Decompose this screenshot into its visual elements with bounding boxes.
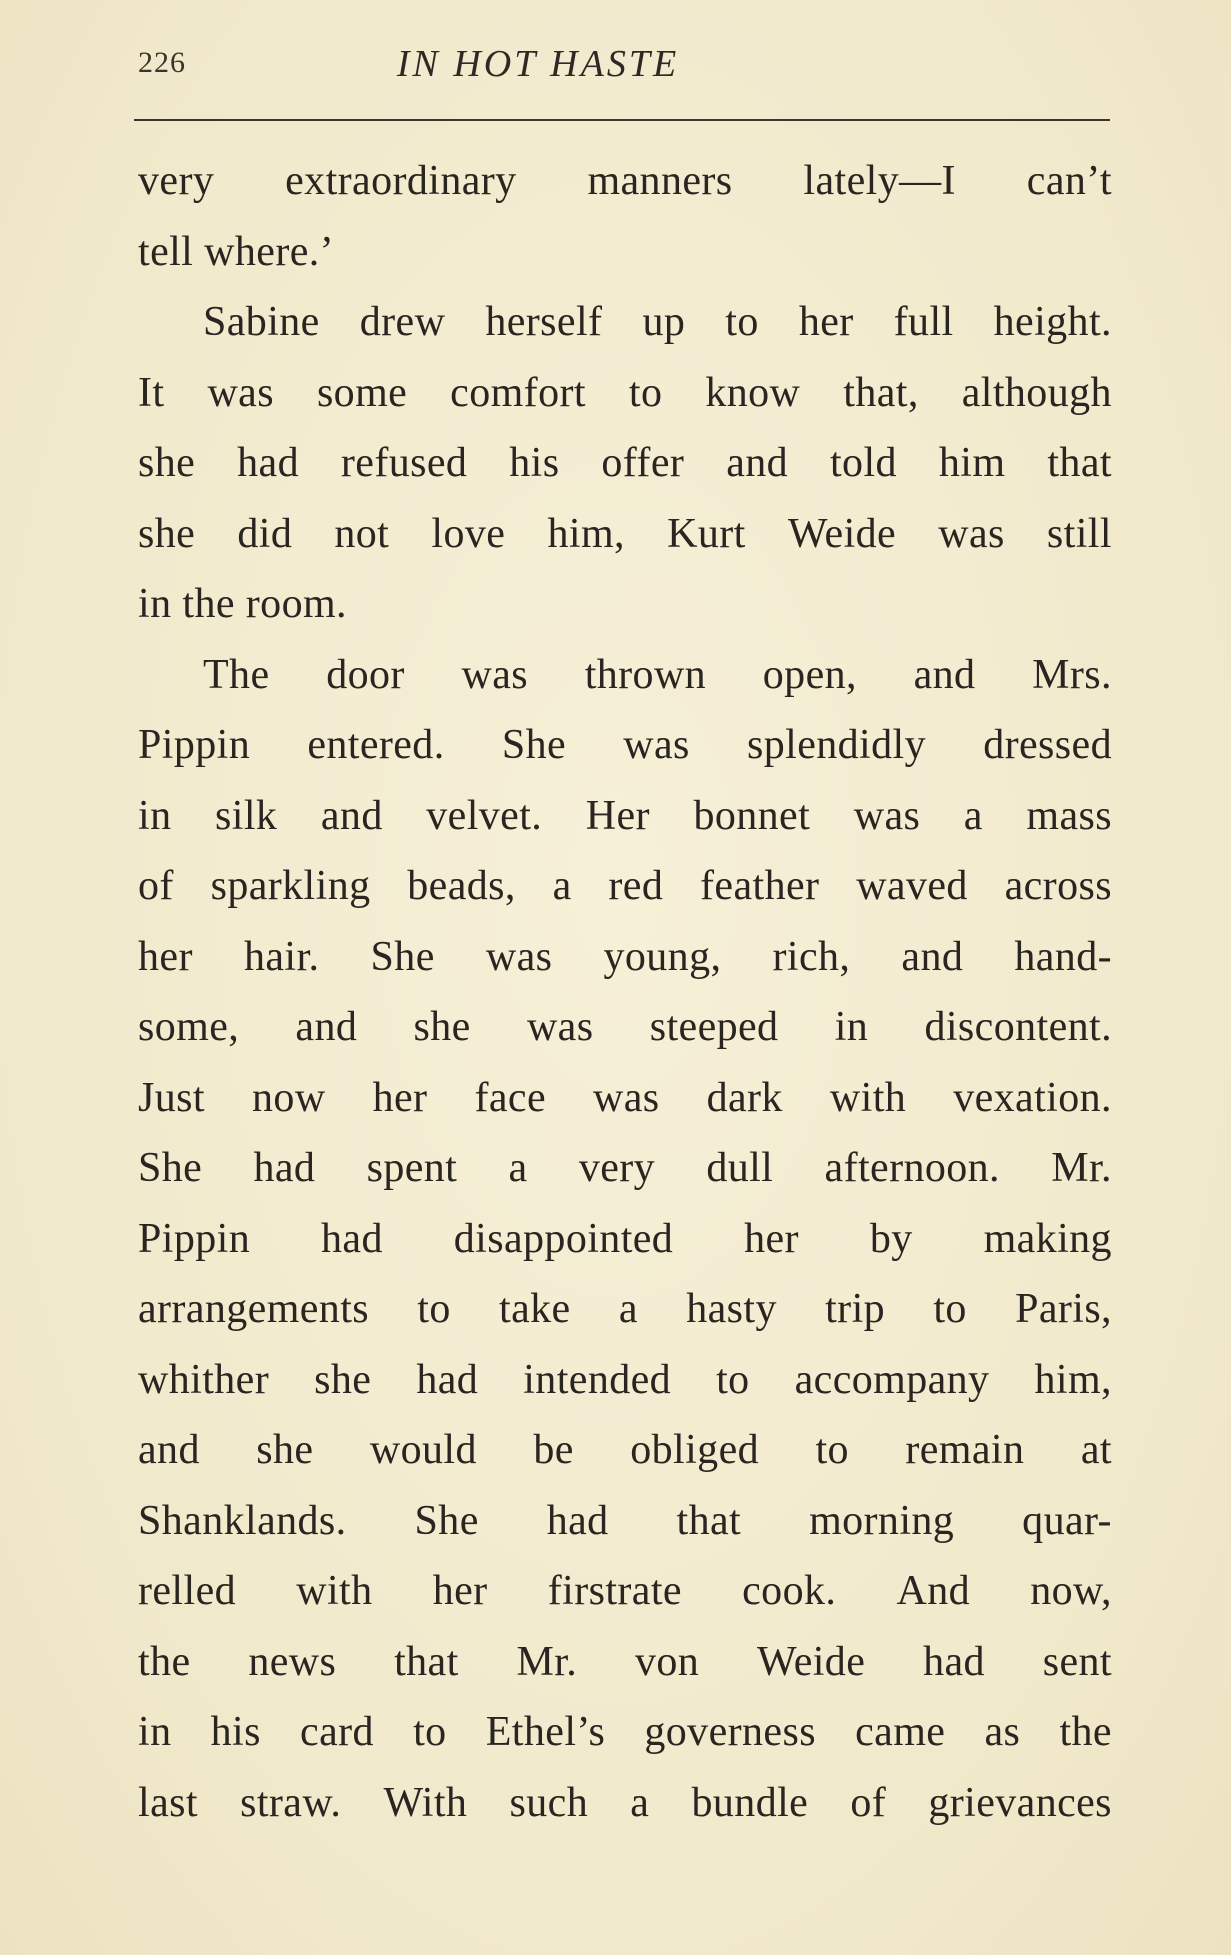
text-line: arrangements to take a hasty trip to Paris, [138, 1286, 1112, 1332]
text-line: tell where.’ [138, 228, 335, 275]
text-line: her hair. She was young, rich, and hand- [138, 933, 1112, 980]
text-line: last straw. With such a bundle of grievances [138, 1779, 1112, 1826]
text-line: in the room. [138, 581, 347, 627]
text-line: Sabine drew herself up to her full height. [203, 299, 1112, 345]
text-line: in silk and velvet. Her bonnet was a mass [138, 792, 1112, 839]
text-line: in his card to Ethel’s governess came as the [138, 1709, 1112, 1755]
text-line: some, and she was steeped in discontent. [138, 1004, 1112, 1050]
page-number: 226 [138, 46, 186, 79]
text-line: she had refused his offer and told him that [138, 440, 1112, 486]
text-line: relled with her firstrate cook. And now, [138, 1568, 1112, 1614]
header-rule [134, 119, 1110, 121]
text-line: Shanklands. She had that morning quar- [138, 1497, 1112, 1544]
page-header [138, 40, 1112, 90]
text-line: Just now her face was dark with vexation. [138, 1074, 1112, 1121]
running-title: IN HOT HASTE [396, 43, 680, 85]
text-line: of sparkling beads, a red feather waved across [138, 863, 1112, 909]
text-line: Pippin had disappointed her by making [138, 1215, 1112, 1262]
text-line: and she would be obliged to remain at [138, 1427, 1112, 1473]
text-line: Pippin entered. She was splendidly dressed [138, 722, 1112, 768]
text-line: It was some comfort to know that, although [138, 369, 1112, 416]
text-line: The door was thrown open, and Mrs. [203, 651, 1112, 698]
text-line: whither she had intended to accompany him, [138, 1356, 1112, 1403]
text-line: very extraordinary manners lately—I can’t [138, 158, 1112, 204]
text-line: She had spent a very dull afternoon. Mr. [138, 1145, 1112, 1191]
text-line: the news that Mr. von Weide had sent [138, 1638, 1112, 1685]
text-line: she did not love him, Kurt Weide was still [138, 510, 1112, 557]
body-text [138, 146, 1112, 1838]
